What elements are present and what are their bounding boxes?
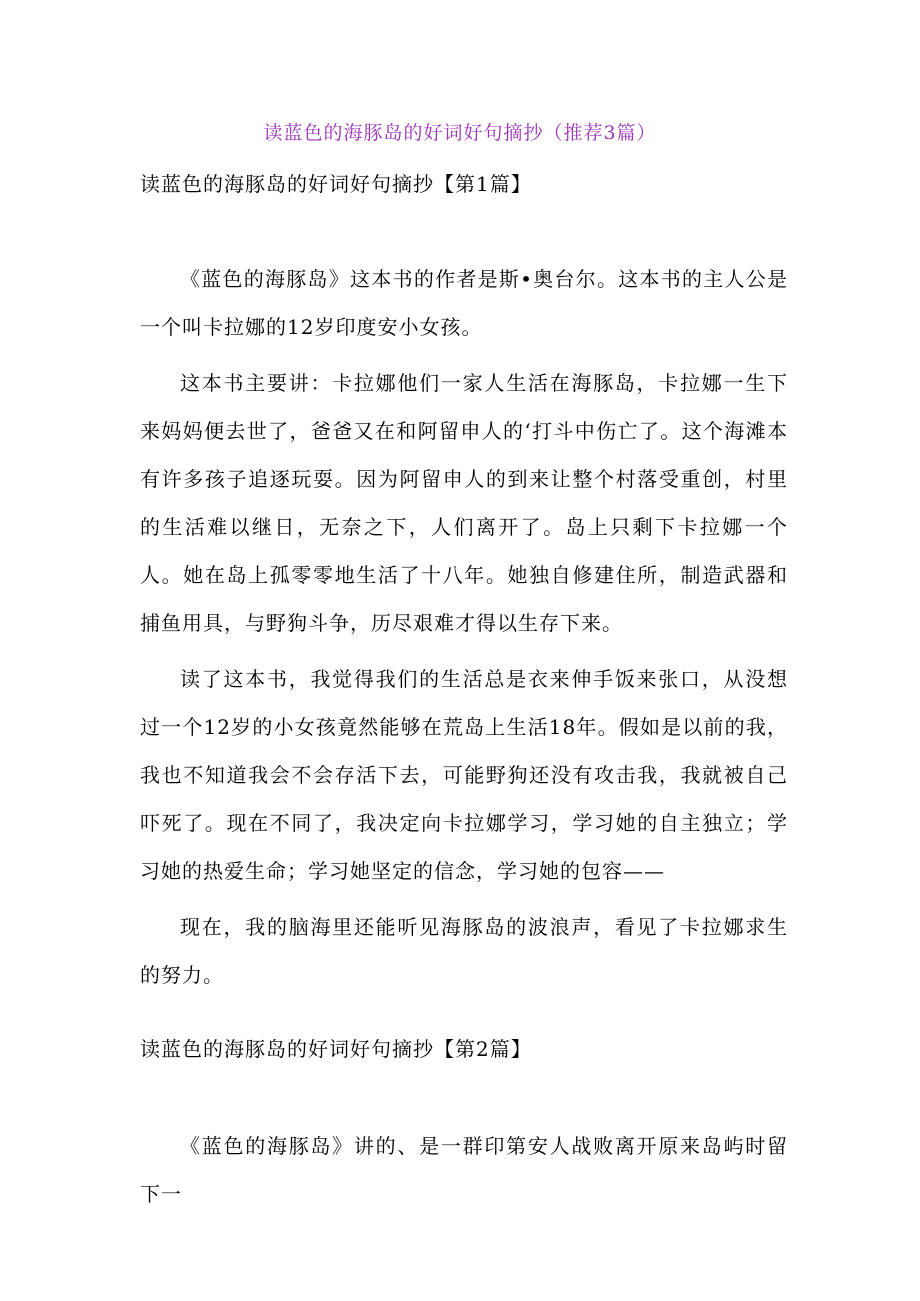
paragraph: 《蓝色的海豚岛》这本书的作者是斯•奥台尔。这本书的主人公是一个叫卡拉娜的12岁印度安小女孩。 bbox=[140, 267, 788, 339]
section-2-heading: 读蓝色的海豚岛的好词好句摘抄【第2篇】 bbox=[140, 1037, 532, 1061]
section-1-heading: 读蓝色的海豚岛的好词好句摘抄【第1篇】 bbox=[140, 172, 532, 196]
paragraph: 读了这本书，我觉得我们的生活总是衣来伸手饭来张口，从没想过一个12岁的小女孩竟然能够在荒岛上生活18年。假如是以前的我，我也不知道我会不会存活下去，可能野狗还没有攻击我，我就被自己吓死了。现在不同了，我决定向卡拉娜学习，学习她的自主独立；学习她的热爱生命；学习她坚定的信念，学习她的包容—— bbox=[140, 667, 788, 883]
section-2-body bbox=[140, 1122, 788, 1218]
document-title: 读蓝色的海豚岛的好词好句摘抄（推荐3篇） bbox=[263, 122, 657, 144]
paragraph: 《蓝色的海豚岛》讲的、是一群印第安人战败离开原来岛屿时留下一 bbox=[140, 1134, 788, 1206]
paragraph: 这本书主要讲：卡拉娜他们一家人生活在海豚岛，卡拉娜一生下来妈妈便去世了，爸爸又在和阿留申人的‘打斗中伤亡了。这个海滩本有许多孩子追逐玩耍。因为阿留申人的到来让整个村落受重创，村里的生活难以继日，无奈之下，人们离开了。岛上只剩下卡拉娜一个人。她在岛上孤零零地生活了十八年。她独自修建住所，制造武器和捕鱼用具，与野狗斗争，历尽艰难才得以生存下来。 bbox=[140, 371, 788, 635]
section-1-body bbox=[140, 255, 788, 999]
paragraph: 现在，我的脑海里还能听见海豚岛的波浪声，看见了卡拉娜求生的努力。 bbox=[140, 915, 788, 987]
